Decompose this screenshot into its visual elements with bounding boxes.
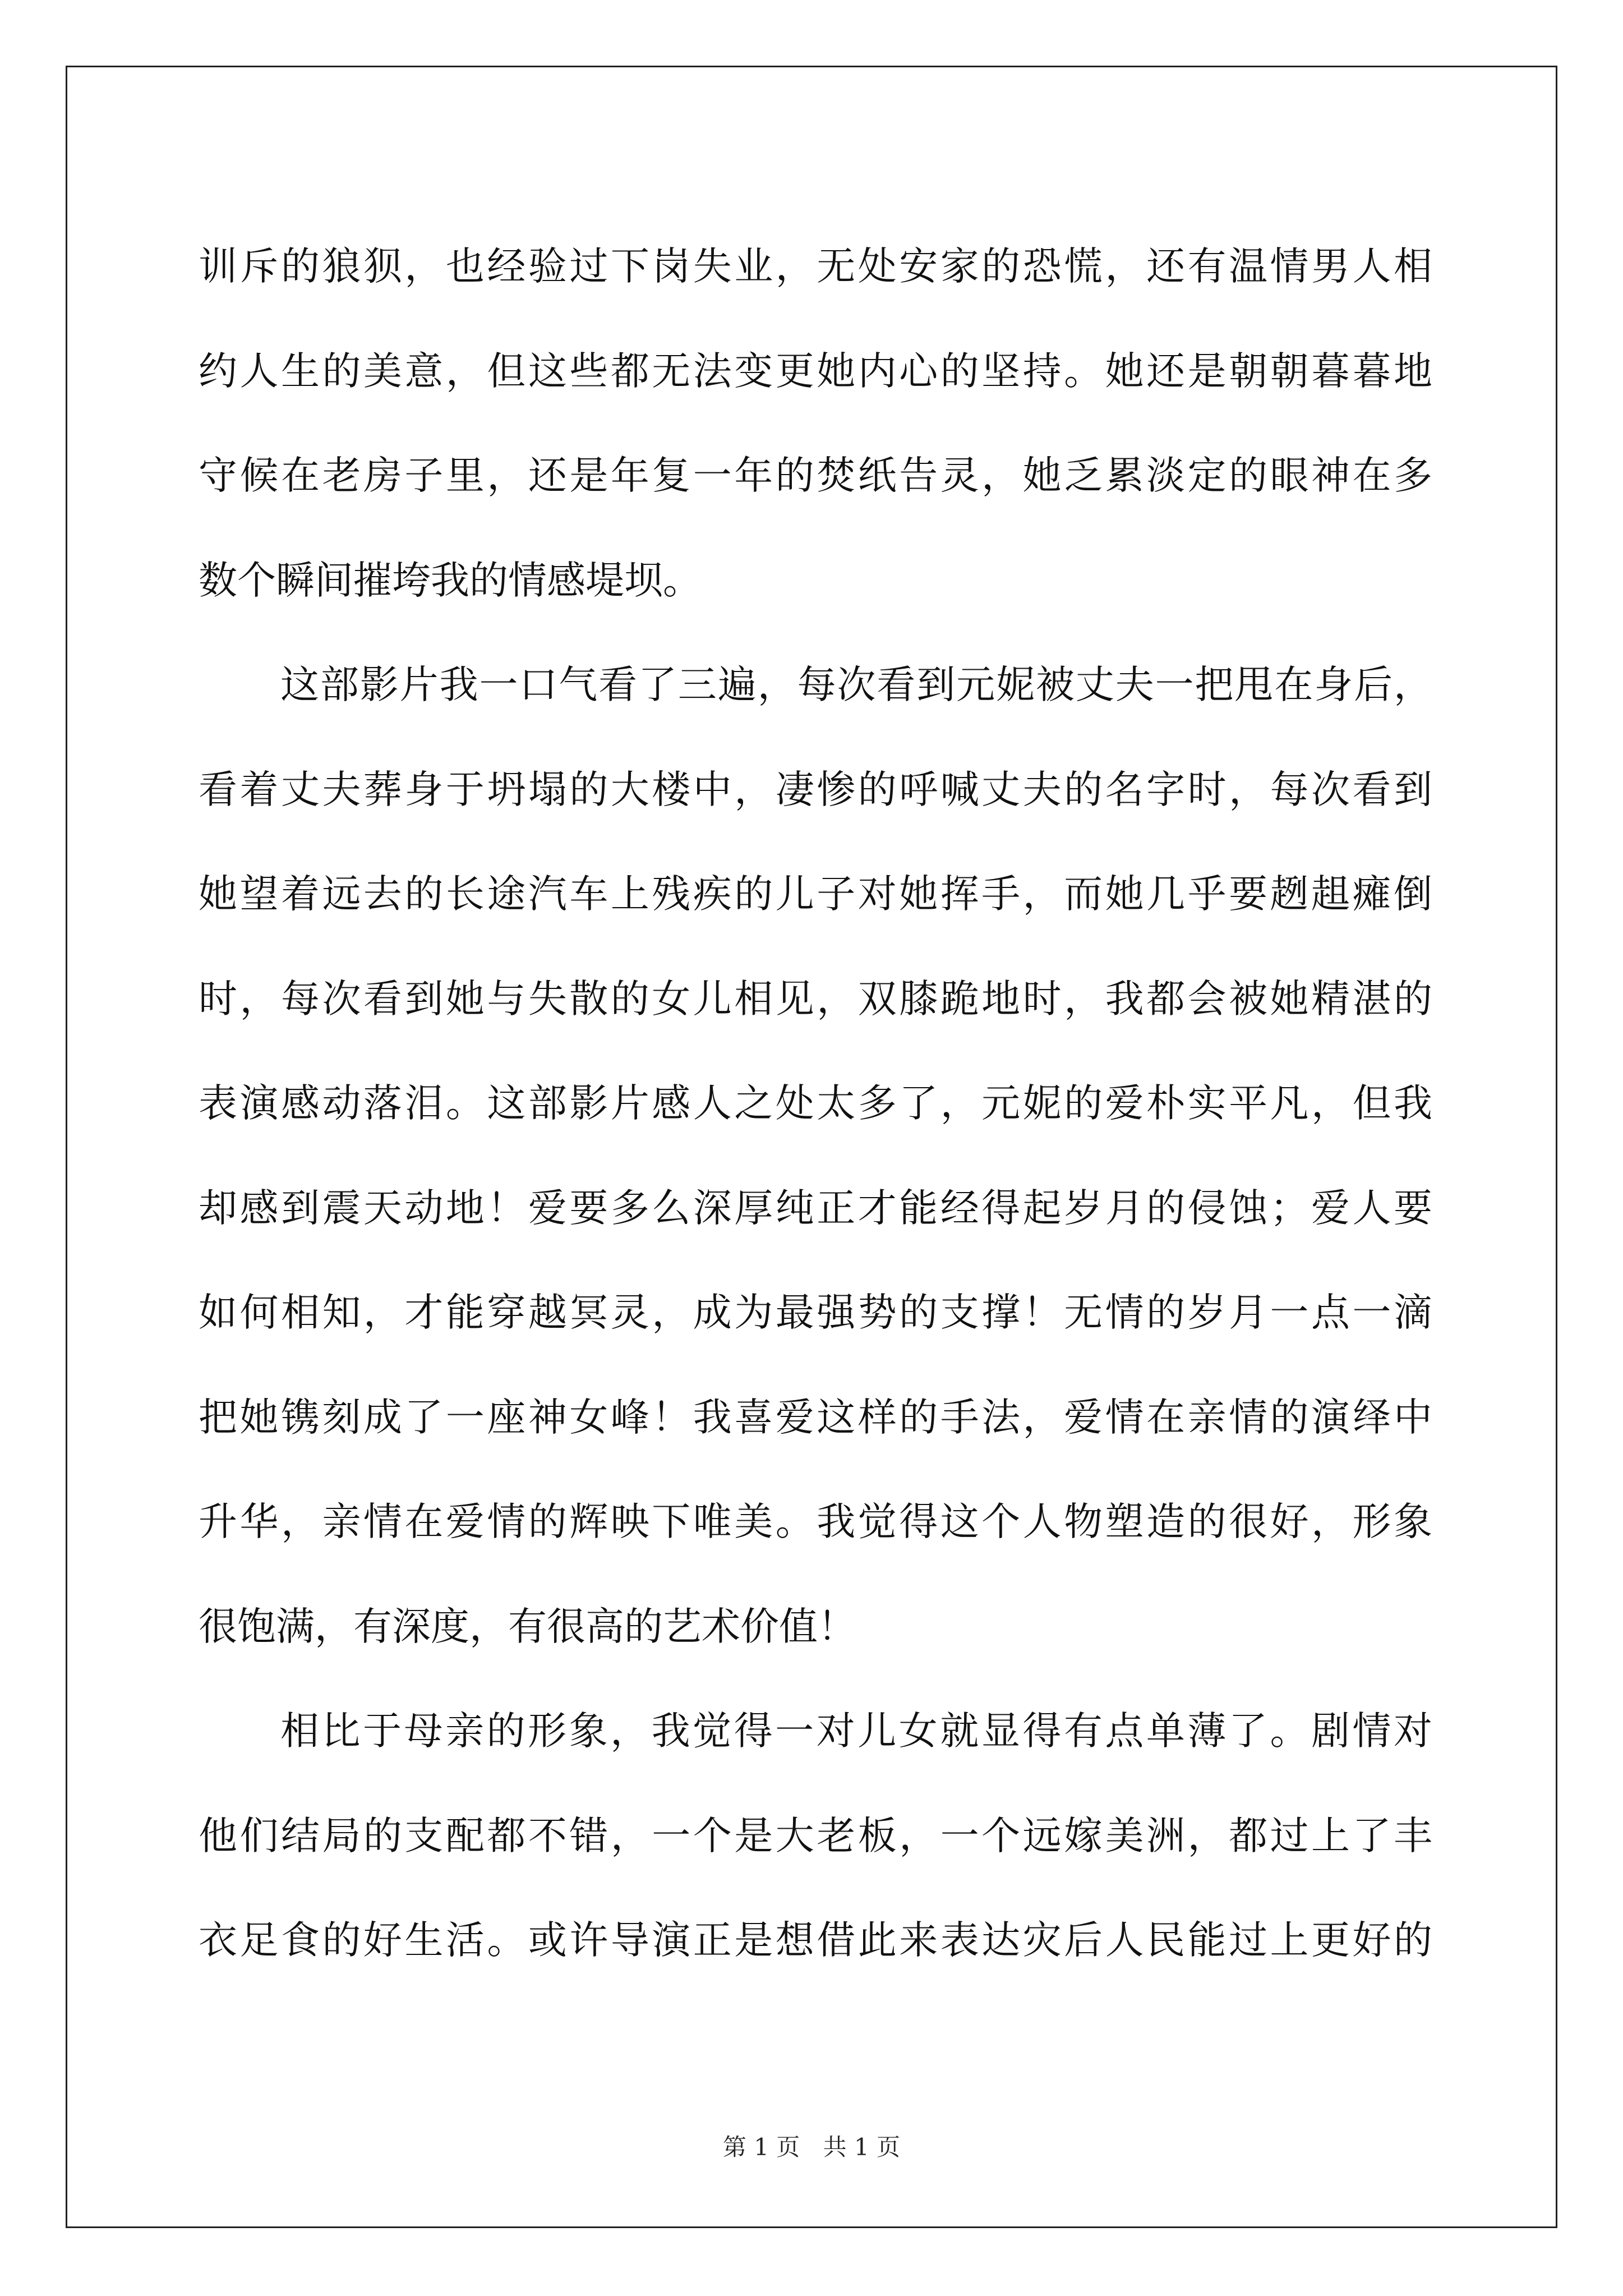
text-line: 衣足食的好生活。或许导演正是想借此来表达灾后人民能过上更好的 <box>199 1918 1432 1963</box>
text-line: 守候在老房子里，还是年复一年的焚纸告灵，她乏累淡定的眼神在多 <box>199 453 1432 498</box>
text-line: 表演感动落泪。这部影片感人之处太多了，元妮的爱朴实平凡，但我 <box>199 1081 1432 1126</box>
text-line: 把她镌刻成了一座神女峰！我喜爱这样的手法，爱情在亲情的演绎中 <box>199 1395 1432 1440</box>
text-line: 他们结局的支配都不错，一个是大老板，一个远嫁美洲，都过上了丰 <box>199 1813 1432 1858</box>
text-line: 数个瞬间摧垮我的情感堤坝。 <box>199 558 702 603</box>
page-number: 第 1 页 <box>722 2133 800 2161</box>
paragraph-first-line: 这部影片我一口气看了三遍，每次看到元妮被丈夫一把甩在身后， <box>280 662 1432 707</box>
text-line: 却感到震天动地！爱要多么深厚纯正才能经得起岁月的侵蚀；爱人要 <box>199 1185 1432 1231</box>
page-footer <box>0 2129 1623 2162</box>
text-line: 看着丈夫葬身于坍塌的大楼中，凄惨的呼喊丈夫的名字时，每次看到 <box>199 767 1432 812</box>
text-line: 训斥的狼狈，也经验过下岗失业，无处安家的恐慌，还有温情男人相 <box>199 244 1432 289</box>
text-line: 如何相知，才能穿越冥灵，成为最强势的支撑！无情的岁月一点一滴 <box>199 1290 1432 1335</box>
paragraph-first-line: 相比于母亲的形象，我觉得一对儿女就显得有点单薄了。剧情对 <box>280 1709 1432 1754</box>
text-line: 约人生的美意，但这些都无法变更她内心的坚持。她还是朝朝暮暮地 <box>199 348 1432 394</box>
text-line: 她望着远去的长途汽车上残疾的儿子对她挥手，而她几乎要趔趄瘫倒 <box>199 872 1432 917</box>
text-line: 很饱满，有深度，有很高的艺术价值！ <box>199 1604 856 1649</box>
text-line: 升华，亲情在爱情的辉映下唯美。我觉得这个人物塑造的很好，形象 <box>199 1499 1432 1544</box>
page-total: 共 1 页 <box>823 2133 901 2161</box>
document-body <box>199 214 1432 1993</box>
text-line: 时，每次看到她与失散的女儿相见，双膝跪地时，我都会被她精湛的 <box>199 976 1432 1022</box>
